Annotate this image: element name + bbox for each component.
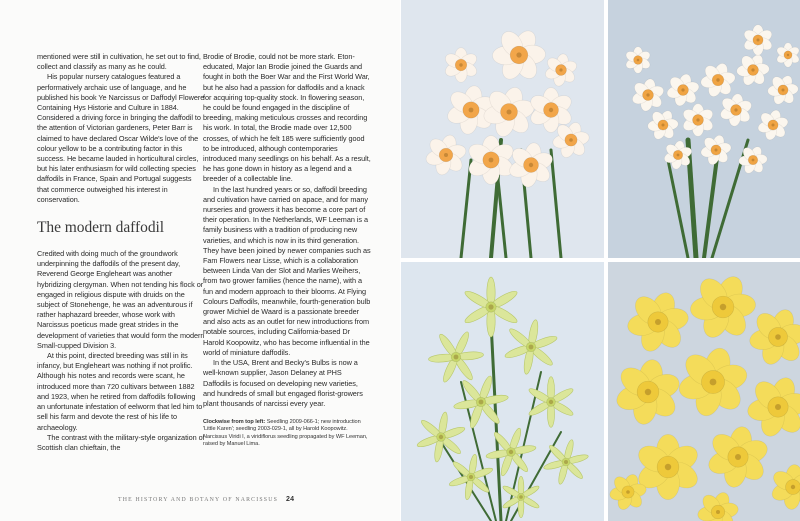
photo-little-karen	[608, 0, 800, 258]
page-number: 24	[286, 496, 295, 503]
photo-narcissus-viridi	[401, 262, 604, 521]
paragraph: His popular nursery catalogues featured a performatively archaic use of language, and he published his book Ye Narcissus or Daffodyl Flowere Containing Hys Historie and Culture in 1884. Considered a driving force in bringing the daffodil to the attention of Victorian gardeners, Peter Barr is claimed to have declared Oscar Wilde's love of the colour yellow to be a contributing factor in this success. He became lauded in horticultural circles, but his later enthusiasm for wild collecting species daffodils in France, Spain and Portugal suggests that commerce outweighed his interest in conservation.	[37, 72, 205, 204]
paragraph: In the USA, Brent and Becky's Bulbs is now a well-known supplier, Jason Delaney at PHS Daffodils is focused on developing new varieties, and hundreds of small but engaged florist-growers plant thousands of narcissi every year.	[203, 358, 363, 408]
photo-seedling-2003-029-1	[608, 262, 800, 521]
caption-label: Clockwise from top left:	[203, 419, 266, 426]
paragraph: In the last hundred years or so, daffodil breeding and cultivation have carried on apace, and for many nurseries and growers it has become a core part of their operation. In the Netherlands, WF Leeman is a family business with a tradition of producing new varieties, and which is now in its third generation. They have been joined by newer companies such as Fam Flowers near Lisse, which is a collaboration between Linda Van der Slot and Marlies Weihers, from two grower families (hence the name), with a fun and modern approach to their blooms. At Flying Colours Daffodils, meanwhile, fourth-generation bulb grower Michiel de Waard is a passionate breeder and also acts as an outlet for new introductions from notable sources, including California-based Dr Harold Koopowitz, who has become influential in the world of miniature daffodils.	[203, 184, 371, 357]
flower-photo	[401, 262, 604, 521]
footer-title: THE HISTORY AND BOTANY OF NARCISSUS	[118, 497, 279, 503]
paragraph: The contrast with the military-style organization of Scottish clan chieftain, the	[37, 432, 205, 452]
flower-photo	[608, 262, 800, 521]
section-heading: The modern daffodil	[37, 219, 165, 237]
paragraph: At this point, directed breeding was still in its infancy, but Engleheart was nothing if not prolific. Although his notes and records were scant, he introduced more than 720 cultivars between 1882 and 1923, when he retired from daffodils following an unfortunate infestation of eelworm that led him to sell his farm and devote the rest of his life to archaeology.	[37, 351, 203, 432]
flower-photo	[401, 0, 604, 258]
paragraph: Credited with doing much of the groundwork underpinning the daffodils of the present day, Reverend George Engleheart was another hybridizing clergyman. When not tending his flock or engaged in religious dispute with druids on the subject of Stonehenge, he was an adventurous if rather haphazard breeder, whose work with Narcissus poeticus made great strides in the development of varieties that would form the modern Small-cupped Division 3.	[37, 249, 205, 350]
caption-text: Seedling 2009-066-1; new introduction 'Little Karen'; seedling 2003-029-1, all by Harold Koopowitz. Narcissus Viridi I, a viridiflorus seedling propagated by WF Leeman, raised by Manuel Lima.	[203, 419, 368, 447]
photo-caption	[203, 419, 371, 448]
paragraph: Brodie of Brodie, could not be more stark. Eton-educated, Major Ian Brodie joined the Guards and fought in both the Boer War and the First World War, but he also had a passion for daffodils and a knack for acquiring top-quality stock. In flowering season, he could be found engaged in the discipline of breeding, making meticulous crosses and recording his work. In total, the Brodie made over 12,500 crosses, of which he felt 185 were sufficiently good to be introduced, although contemporaries introduced many seedlings on his behalf. As a result, he has gone down in history as a legend and a breeder of a collectable line.	[203, 52, 371, 184]
running-footer	[118, 496, 294, 503]
photo-seedling-2009-066-1	[401, 0, 604, 258]
text-column-left	[37, 52, 205, 453]
paragraph: mentioned were still in cultivation, he set out to find, collect and classify as many as he could.	[37, 52, 201, 72]
flower-photo	[608, 0, 800, 258]
text-column-right	[203, 52, 371, 448]
